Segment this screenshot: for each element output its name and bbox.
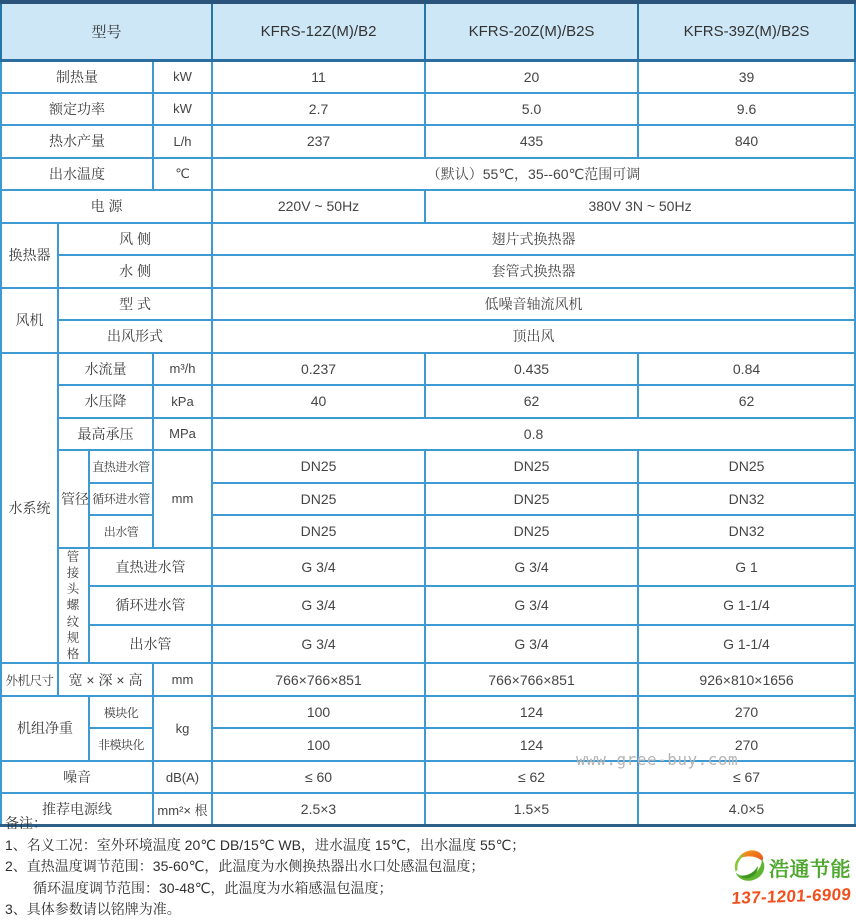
- row-max-pressure: [1, 418, 855, 451]
- value-cell: 100: [212, 728, 425, 761]
- footnotes: [5, 813, 525, 921]
- label-thread-circ-inlet: 循环进水管: [89, 586, 212, 625]
- label-non-modular: 非模块化: [89, 728, 153, 761]
- label-dimension-formula: 宽 × 深 × 高: [58, 663, 153, 696]
- unit-noise: dB(A): [153, 761, 212, 794]
- value-cell: DN32: [638, 483, 855, 516]
- value-cell: DN25: [212, 483, 425, 516]
- label-outdoor-dimensions: 外机尺寸: [1, 663, 58, 696]
- value-cell: 11: [212, 60, 425, 93]
- label-thread-outlet: 出水管: [89, 625, 212, 664]
- unit-pressure-drop: kPa: [153, 385, 212, 418]
- value-cell: G 1-1/4: [638, 625, 855, 664]
- model-name-1: KFRS-12Z(M)/B2: [212, 2, 425, 60]
- label-pipe-circ-inlet: 循环进水管: [89, 483, 153, 516]
- label-fan-type: 型 式: [58, 288, 212, 321]
- group-fan: 风机: [1, 288, 58, 353]
- value-cell: 237: [212, 125, 425, 158]
- group-heat-exchanger: 换热器: [1, 223, 58, 288]
- label-max-pressure: 最高承压: [58, 418, 153, 451]
- value-cell: 20: [425, 60, 638, 93]
- value-cell: 270: [638, 728, 855, 761]
- label-pressure-drop: 水压降: [58, 385, 153, 418]
- value-water-side: 套管式换热器: [212, 255, 855, 288]
- value-cell: G 3/4: [425, 625, 638, 664]
- model-name-2: KFRS-20Z(M)/B2S: [425, 2, 638, 60]
- unit-pipe-diameter: mm: [153, 450, 212, 548]
- label-noise: 噪音: [1, 761, 153, 794]
- value-cell: 1.5×5: [425, 793, 638, 826]
- value-cell: 2.5×3: [212, 793, 425, 826]
- row-hot-water-yield: [1, 125, 855, 158]
- value-cell: 435: [425, 125, 638, 158]
- model-name-3: KFRS-39Z(M)/B2S: [638, 2, 855, 60]
- value-cell: G 3/4: [212, 625, 425, 664]
- site-watermark: www.gree-buy.com: [576, 750, 739, 769]
- value-cell: 9.6: [638, 93, 855, 126]
- vendor-phone: 137-1201-6909: [730, 884, 852, 908]
- footnote-line: 2、直热温度调节范围：35-60℃，此温度为水侧换热器出水口处感温包温度；: [5, 858, 485, 874]
- label-air-side: 风 侧: [58, 223, 212, 256]
- row-rated-power: [1, 93, 855, 126]
- value-cell: 5.0: [425, 93, 638, 126]
- value-power-supply-23: 380V 3N ~ 50Hz: [425, 190, 855, 223]
- vendor-globe-leaf-icon: [730, 846, 768, 889]
- footnotes-title: 备注：: [5, 815, 47, 831]
- value-air-side: 翅片式换热器: [212, 223, 855, 256]
- value-cell: 766×766×851: [425, 663, 638, 696]
- row-fan-type: [1, 288, 855, 321]
- unit-max-pressure: MPa: [153, 418, 212, 451]
- label-thread-direct-inlet: 直热进水管: [89, 548, 212, 587]
- value-cell: DN32: [638, 515, 855, 548]
- value-cell: 926×810×1656: [638, 663, 855, 696]
- value-cell: 124: [425, 728, 638, 761]
- footnote-line: 循环温度调节范围：30-48℃，此温度为水箱感温包温度；: [33, 879, 393, 896]
- row-net-weight-modular: [1, 696, 855, 729]
- row-pressure-drop: [1, 385, 855, 418]
- value-cell: 270: [638, 696, 855, 729]
- value-cell: 4.0×5: [638, 793, 855, 826]
- label-flow-rate: 水流量: [58, 353, 153, 386]
- value-cell: 62: [425, 385, 638, 418]
- vendor-name: 浩通节能: [769, 859, 851, 881]
- value-cell: DN25: [638, 450, 855, 483]
- value-cell: G 1-1/4: [638, 586, 855, 625]
- unit-outlet-temp: ℃: [153, 158, 212, 191]
- model-column-header: 型号: [1, 2, 212, 60]
- label-power-cord: 推荐电源线: [1, 793, 153, 826]
- row-outdoor-dimensions: [1, 663, 855, 696]
- group-water-system: 水系统: [1, 353, 58, 664]
- label-pipe-direct-inlet: 直热进水管: [89, 450, 153, 483]
- row-pipe-outlet: [1, 515, 855, 548]
- row-power-supply: [1, 190, 855, 223]
- label-rated-power: 额定功率: [1, 93, 153, 126]
- table-header-row: [1, 2, 855, 60]
- group-pipe-diameter: 管径: [58, 450, 89, 548]
- value-cell: DN25: [425, 483, 638, 516]
- unit-flow-rate: m³/h: [153, 353, 212, 386]
- label-heating-capacity: 制热量: [1, 60, 153, 93]
- value-cell: G 1: [638, 548, 855, 587]
- row-thread-outlet: [1, 625, 855, 664]
- value-cell: DN25: [425, 515, 638, 548]
- value-cell: 100: [212, 696, 425, 729]
- row-flow-rate: [1, 353, 855, 386]
- unit-hot-water-yield: L/h: [153, 125, 212, 158]
- value-cell: ≤ 60: [212, 761, 425, 794]
- row-heat-exchanger-air: [1, 223, 855, 256]
- value-cell: 0.435: [425, 353, 638, 386]
- footnote-line: 1、名义工况：室外环境温度 20℃ DB/15℃ WB，进水温度 15℃，出水温度 55℃；: [5, 836, 526, 853]
- vendor-logo-block: [721, 846, 851, 907]
- footnote-line: 3、具体参数请以铭牌为准。: [5, 901, 181, 917]
- value-fan-type: 低噪音轴流风机: [212, 288, 855, 321]
- value-outlet-temp-merged: （默认）55℃，35--60℃范围可调: [212, 158, 855, 191]
- row-pipe-direct-inlet: [1, 450, 855, 483]
- value-cell: 0.237: [212, 353, 425, 386]
- value-cell: G 3/4: [212, 586, 425, 625]
- value-cell: 2.7: [212, 93, 425, 126]
- label-hot-water-yield: 热水产量: [1, 125, 153, 158]
- value-cell: G 3/4: [425, 548, 638, 587]
- label-outlet-temp: 出水温度: [1, 158, 153, 191]
- value-cell: ≤ 67: [638, 761, 855, 794]
- value-cell: DN25: [212, 515, 425, 548]
- value-power-supply-1: 220V ~ 50Hz: [212, 190, 425, 223]
- label-pipe-outlet: 出水管: [89, 515, 153, 548]
- value-cell: 0.84: [638, 353, 855, 386]
- group-net-weight: 机组净重: [1, 696, 89, 761]
- unit-heating-capacity: kW: [153, 60, 212, 93]
- row-outlet-temp: [1, 158, 855, 191]
- value-cell: 840: [638, 125, 855, 158]
- row-pipe-circ-inlet: [1, 483, 855, 516]
- unit-rated-power: kW: [153, 93, 212, 126]
- value-max-pressure-merged: 0.8: [212, 418, 855, 451]
- value-cell: 39: [638, 60, 855, 93]
- value-fan-outlet: 顶出风: [212, 320, 855, 353]
- value-cell: 124: [425, 696, 638, 729]
- label-water-side: 水 侧: [58, 255, 212, 288]
- row-fan-outlet: [1, 320, 855, 353]
- row-thread-circ-inlet: [1, 586, 855, 625]
- label-modular: 模块化: [89, 696, 153, 729]
- unit-net-weight: kg: [153, 696, 212, 761]
- value-cell: DN25: [425, 450, 638, 483]
- label-power-supply: 电 源: [1, 190, 212, 223]
- value-cell: ≤ 62: [425, 761, 638, 794]
- row-thread-direct-inlet: [1, 548, 855, 587]
- value-cell: G 3/4: [212, 548, 425, 587]
- value-cell: 62: [638, 385, 855, 418]
- label-fan-outlet: 出风形式: [58, 320, 212, 353]
- row-heating-capacity: [1, 60, 855, 93]
- group-thread-spec: 管接头螺纹规格: [58, 548, 89, 664]
- value-cell: 40: [212, 385, 425, 418]
- value-cell: 766×766×851: [212, 663, 425, 696]
- unit-power-cord: mm²× 根: [153, 793, 212, 826]
- row-heat-exchanger-water: [1, 255, 855, 288]
- unit-outdoor-dimensions: mm: [153, 663, 212, 696]
- value-cell: G 3/4: [425, 586, 638, 625]
- value-cell: DN25: [212, 450, 425, 483]
